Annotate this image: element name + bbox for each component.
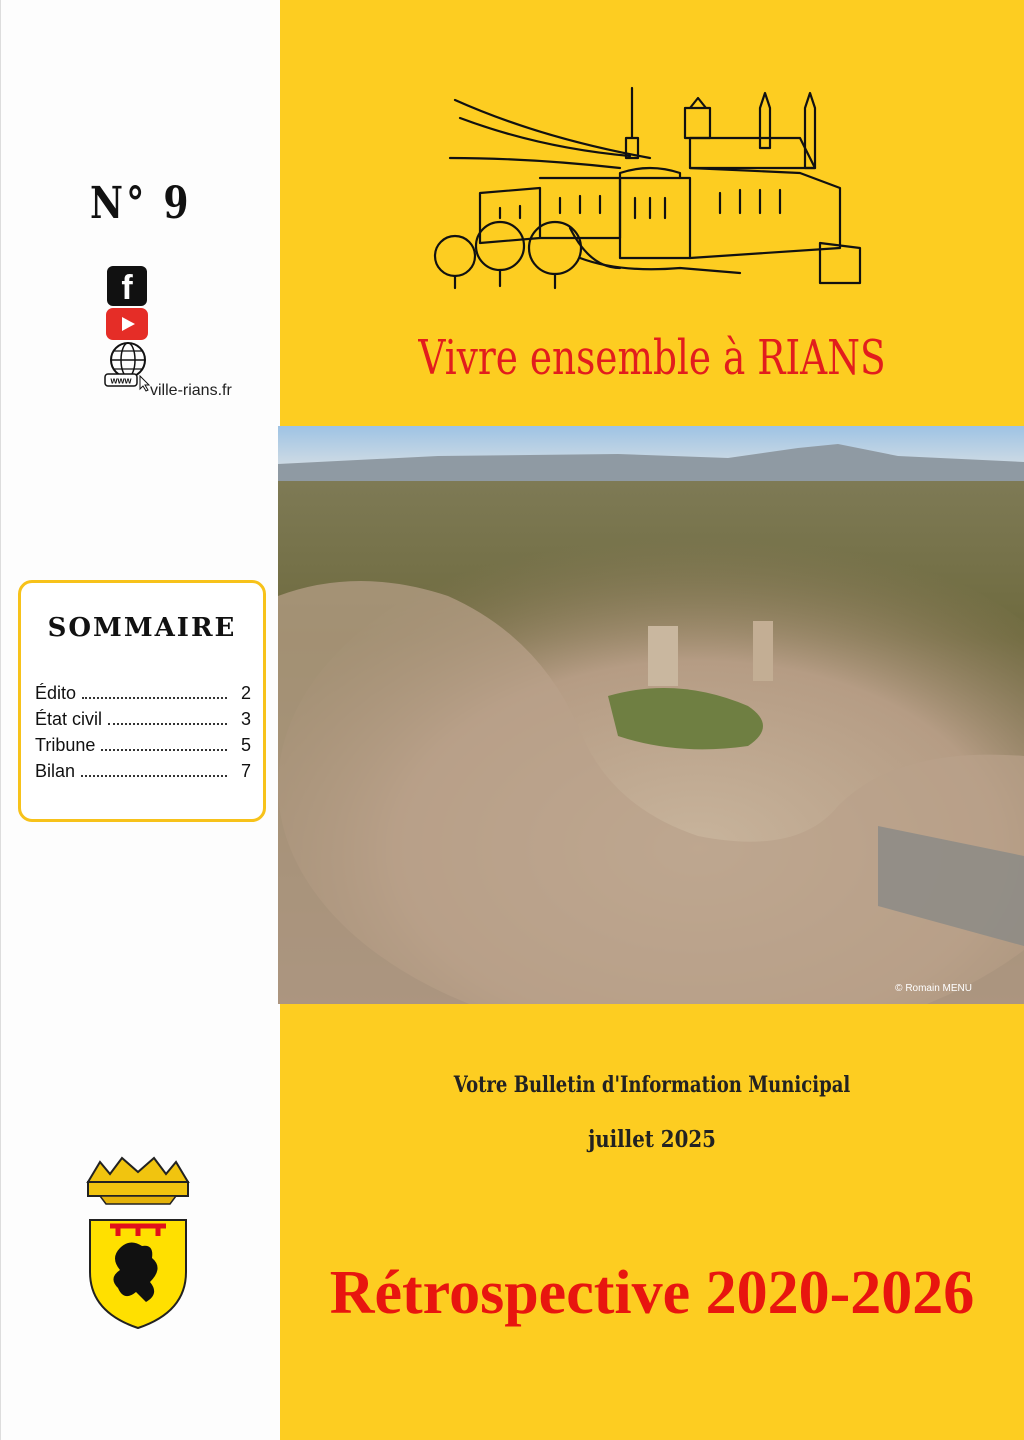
table-of-contents (35, 683, 251, 787)
aerial-village-image (278, 426, 1024, 1004)
toc-leader (81, 775, 227, 777)
sommaire-box (18, 580, 266, 822)
village-sketch-illustration (420, 78, 880, 293)
aerial-photo (278, 426, 1024, 1004)
toc-item-label: Bilan (35, 761, 76, 781)
toc-item[interactable] (35, 761, 251, 787)
coat-of-arms-icon (80, 1152, 196, 1332)
toc-item-label: État civil (35, 709, 103, 729)
toc-item-label: Tribune (35, 735, 96, 755)
toc-item-page: 5 (240, 735, 251, 755)
toc-item-page: 7 (240, 761, 251, 781)
toc-leader (82, 697, 227, 699)
facebook-icon[interactable]: f (107, 266, 147, 306)
toc-item-page: 2 (240, 683, 251, 703)
photo-credit: © Romain MENU (895, 983, 972, 994)
youtube-icon[interactable] (106, 308, 148, 340)
website-link[interactable]: ville-rians.fr (150, 382, 232, 399)
page-title: Vivre ensemble à RIANS (418, 330, 886, 386)
sommaire-title: SOMMAIRE (47, 613, 237, 643)
bulletin-subtitle: Votre Bulletin d'Information Municipal (453, 1072, 851, 1098)
toc-item-label: Édito (35, 683, 77, 703)
toc-item-page: 3 (240, 709, 251, 729)
bulletin-date: juillet 2025 (588, 1126, 716, 1153)
toc-leader (101, 749, 227, 751)
toc-item[interactable] (35, 735, 251, 761)
toc-item[interactable] (35, 709, 251, 735)
issue-number: N° 9 (90, 178, 192, 229)
headline: Rétrospective 2020-2026 (329, 1259, 975, 1327)
toc-item[interactable] (35, 683, 251, 709)
globe-www-icon[interactable] (104, 340, 154, 392)
svg-text:www: www (110, 375, 132, 386)
toc-leader (108, 723, 227, 725)
